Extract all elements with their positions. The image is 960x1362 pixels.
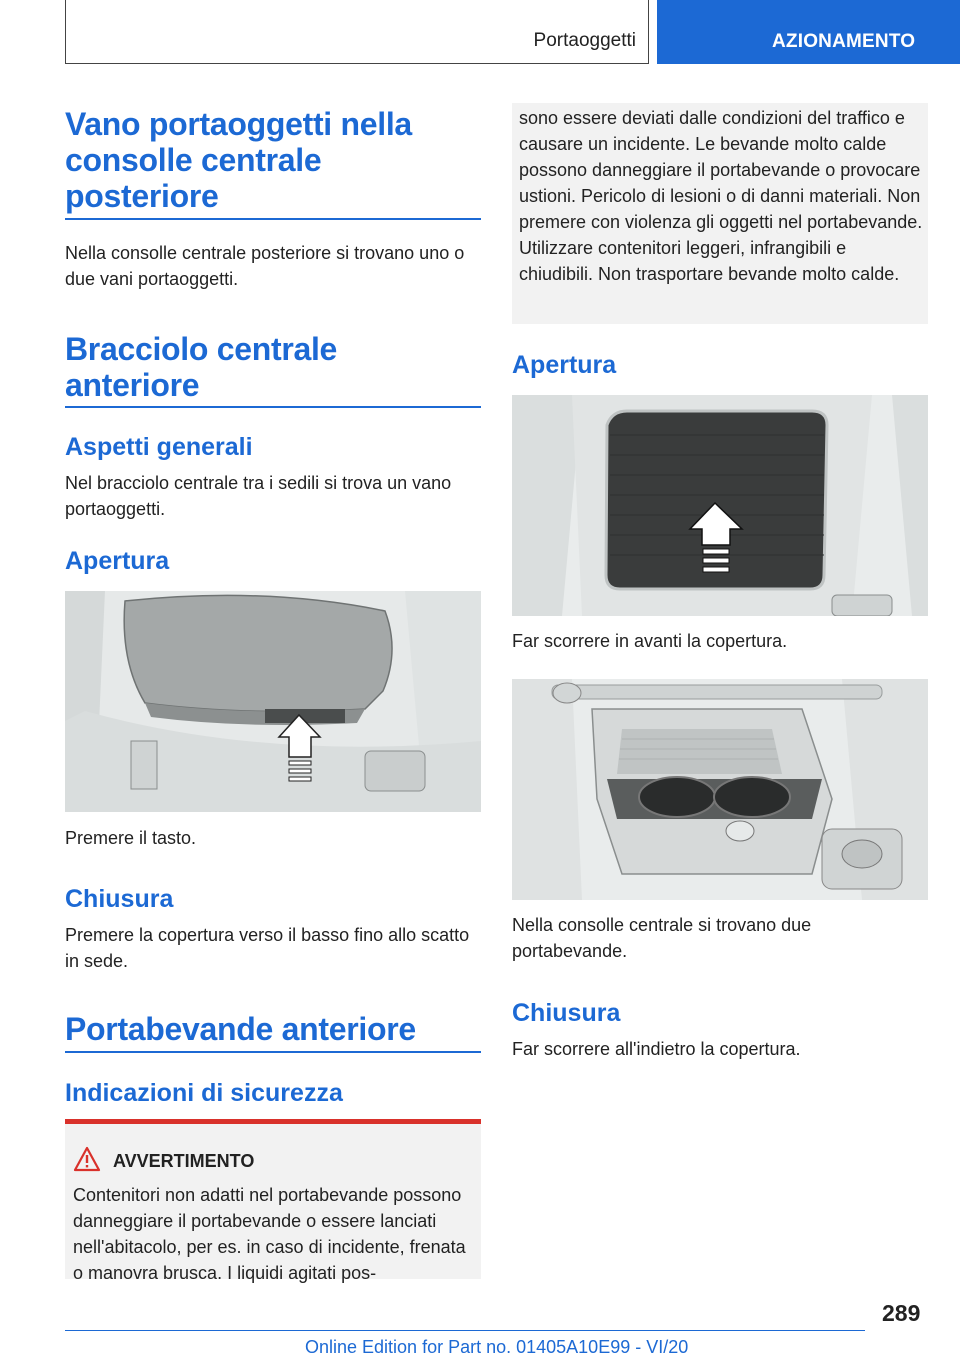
- paragraph-rear-console: Nella consolle centrale posteriore si trovano uno o due vani portaoggetti.: [65, 243, 465, 289]
- heading-closing-cupholder: Chiusura: [512, 999, 621, 1027]
- warning-title: AVVERTIMENTO: [113, 1151, 255, 1171]
- heading-front-armrest: Bracciolo centrale anteriore: [65, 331, 338, 403]
- caption-press-button: Premere il tasto.: [65, 828, 197, 848]
- heading-safety: Indicazioni di sicurezza: [65, 1079, 343, 1107]
- heading-front-cupholder: Portabevande anteriore: [65, 1011, 416, 1047]
- cupholders-illustration: [512, 679, 928, 900]
- paragraph-general: Nel bracciolo centrale tra i sedili si trova un vano portaoggetti.: [65, 473, 452, 519]
- heading-general: Aspetti generali: [65, 433, 253, 461]
- header-section-box: [65, 0, 649, 64]
- warning-box-continued: [512, 103, 928, 324]
- warning-text-part1: Contenitori non adatti nel portabevande possono danneggiare il portabevande o essere lanciati nell'abitacolo, per es. in caso di incidente, frenata o manovra brusca. I liquidi agitati pos-: [73, 1185, 466, 1283]
- edition-link[interactable]: Online Edition for Part no. 01405A10E99 - VI/20: [305, 1337, 689, 1357]
- warning-triangle-icon: [73, 1146, 101, 1172]
- footer-rule: [65, 1330, 865, 1331]
- paragraph-closing: Premere la copertura verso il basso fino allo scatto in sede.: [65, 925, 470, 971]
- heading-rear-console: Vano portaoggetti nella consolle centrale posteriore: [65, 106, 412, 214]
- chapter-tab[interactable]: AZIONAMENTO: [657, 0, 960, 64]
- cupholder-cover-illustration: [512, 395, 928, 616]
- page-number: 289: [882, 1300, 921, 1326]
- heading-rule: [65, 218, 481, 220]
- section-title: Portaoggetti: [533, 30, 636, 51]
- heading-rule: [65, 1051, 481, 1053]
- paragraph-closing-cupholder: Far scorrere all'indietro la copertura.: [512, 1039, 801, 1059]
- caption-slide-cover: Far scorrere in avanti la copertura.: [512, 631, 788, 651]
- caption-two-cupholders: Nella consolle centrale si trovano due portabevande.: [512, 915, 812, 961]
- heading-rule: [65, 406, 481, 408]
- warning-text-part2: sono essere deviati dalle condizioni del traffico e causare un incidente. Le bevande molto calde possono danneggiare il portabevande o provocare ustioni. Pericolo di lesioni o di danni materiali. Non premere con violenza gli oggetti nel portabevande. Utilizzare contenitori leggeri, infrangibili e chiudibili. Non trasportare bevande molto calde.: [519, 108, 923, 284]
- warning-box: [65, 1119, 481, 1283]
- heading-closing: Chiusura: [65, 885, 174, 913]
- heading-opening-cupholder: Apertura: [512, 351, 617, 379]
- armrest-illustration: [65, 591, 481, 812]
- heading-opening: Apertura: [65, 547, 170, 575]
